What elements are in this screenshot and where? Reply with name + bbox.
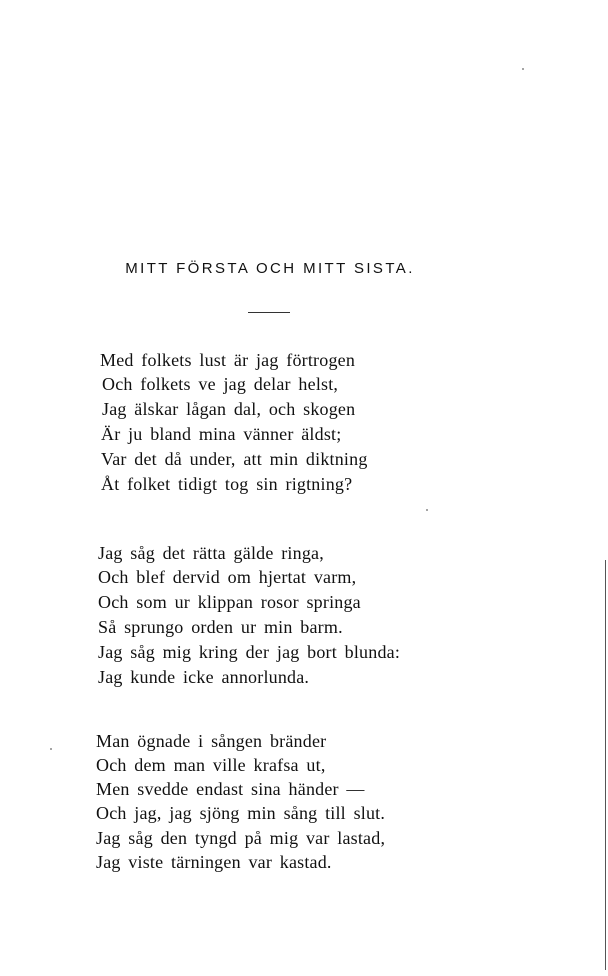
scan-speck: [50, 748, 52, 750]
stanza-1-line-6: Åt folket tidigt tog sin rigtning?: [101, 474, 353, 494]
stanza-2-line-2: Och blef dervid om hjertat varm,: [98, 567, 357, 587]
stanza-1-line-2: Och folkets ve jag delar helst,: [102, 374, 339, 394]
stanza-2-line-4: Så sprungo orden ur min barm.: [98, 617, 343, 637]
stanza-3-line-3: Men svedde endast sina händer —: [96, 779, 365, 799]
page-edge-shadow: [605, 560, 606, 970]
stanza-3-line-5: Jag såg den tyngd på mig var lastad,: [96, 828, 386, 848]
scan-speck: [522, 68, 524, 70]
poem-title: [0, 260, 540, 277]
title-divider-rule: [248, 312, 290, 313]
stanza-2-line-6: Jag kunde icke annorlunda.: [98, 667, 310, 687]
stanza-3-line-1: Man ögnade i sången bränder: [96, 731, 327, 751]
stanza-3-line-6: Jag viste tärningen var kastad.: [96, 852, 332, 872]
stanza-1-line-4: Är ju bland mina vänner äldst;: [101, 424, 342, 444]
scan-speck: [426, 509, 428, 511]
stanza-1-line-3: Jag älskar lågan dal, och skogen: [102, 399, 356, 419]
poem-title-text: MITT FÖRSTA OCH MITT SISTA.: [125, 260, 415, 277]
stanza-3-line-2: Och dem man ville krafsa ut,: [96, 755, 326, 775]
stanza-2-line-5: Jag såg mig kring der jag bort blunda:: [98, 642, 401, 662]
stanza-1-line-5: Var det då under, att min diktning: [101, 449, 368, 469]
stanza-2-line-1: Jag såg det rätta gälde ringa,: [98, 543, 324, 563]
stanza-2-line-3: Och som ur klippan rosor springa: [98, 592, 361, 612]
stanza-1-line-1: Med folkets lust är jag förtrogen: [100, 350, 356, 370]
stanza-3-line-4: Och jag, jag sjöng min sång till slut.: [96, 803, 386, 823]
